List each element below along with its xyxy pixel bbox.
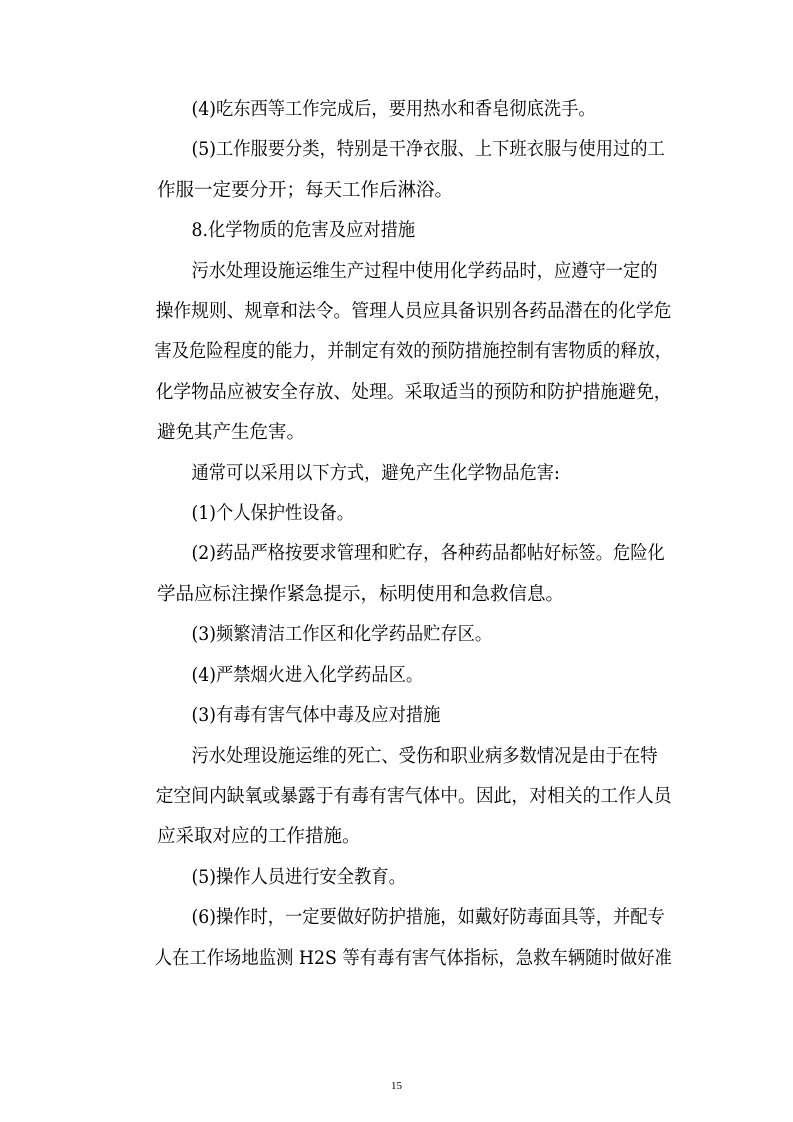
list-item-storage-labels <box>120 534 672 615</box>
text-line: (4)吃东西等工作完成后，要用热水和香皂彻底洗手。 <box>191 99 596 120</box>
text-line: (2)药品严格按要求管理和贮存，各种药品都帖好标签。危险化 <box>191 543 665 565</box>
paragraph-wash-hands <box>120 90 672 130</box>
text-line: 操作规则、规章和法令。管理人员应具备识别各药品潜在的化学危 <box>155 301 672 323</box>
text-line: (5)工作服要分类，特别是干净衣服、上下班衣服与使用过的工 <box>191 139 665 161</box>
list-item-cleaning <box>120 615 672 655</box>
text-line: 定空间内缺氧或暴露于有毒有害气体中。因此，对相关的工作人员 <box>155 785 672 807</box>
section-heading-chemical-hazards <box>120 211 672 251</box>
text-line: 应采取对应的工作措施。 <box>157 826 361 848</box>
paragraph-toxic-gas-causes <box>120 737 672 858</box>
list-item-protective-equipment <box>120 494 672 534</box>
text-line: 避免其产生危害。 <box>157 422 306 444</box>
paragraph-work-clothes <box>120 130 672 211</box>
text-line: (3)频繁清洁工作区和化学药品贮存区。 <box>191 624 493 646</box>
text-line: (6)操作时，一定要做好防护措施，如戴好防毒面具等，并配专 <box>191 907 665 929</box>
text-line: 作服一定要分开；每天工作后淋浴。 <box>157 179 454 201</box>
section-heading-toxic-gas <box>120 696 672 736</box>
paragraph-methods-intro <box>120 454 672 494</box>
text-line: (4)严禁烟火进入化学药品区。 <box>191 664 424 686</box>
text-line: (1)个人保护性设备。 <box>191 503 355 525</box>
list-item-no-fire <box>120 656 672 696</box>
text-line: 学品应标注操作紧急提示，标明使用和急救信息。 <box>157 583 565 605</box>
text-line: 通常可以采用以下方式，避免产生化学物品危害: <box>191 462 560 484</box>
text-line: 污水处理设施运维的死亡、受伤和职业病多数情况是由于在特 <box>191 745 658 767</box>
page-number: 15 <box>391 1080 402 1092</box>
text-line: 污水处理设施运维生产过程中使用化学药品时，应遵守一定的 <box>191 260 658 282</box>
text-line: 害及危险程度的能力，并制定有效的预防措施控制有害物质的释放， <box>154 341 673 363</box>
paragraph-chemical-rules <box>120 252 672 454</box>
text-line: 8.化学物质的危害及应对措施 <box>191 220 416 242</box>
text-line: (3)有毒有害气体中毒及应对措施 <box>191 705 441 727</box>
list-item-safety-education <box>120 858 672 898</box>
text-line: (5)操作人员进行安全教育。 <box>191 866 406 888</box>
document-body <box>120 90 672 979</box>
text-line: 人在工作场地监测 H2S 等有毒有害气体指标，急救车辆随时做好准 <box>154 947 672 969</box>
text-line: 化学物品应被安全存放、处理。采取适当的预防和防护措施避免， <box>155 381 672 403</box>
list-item-protective-measures <box>120 898 672 979</box>
